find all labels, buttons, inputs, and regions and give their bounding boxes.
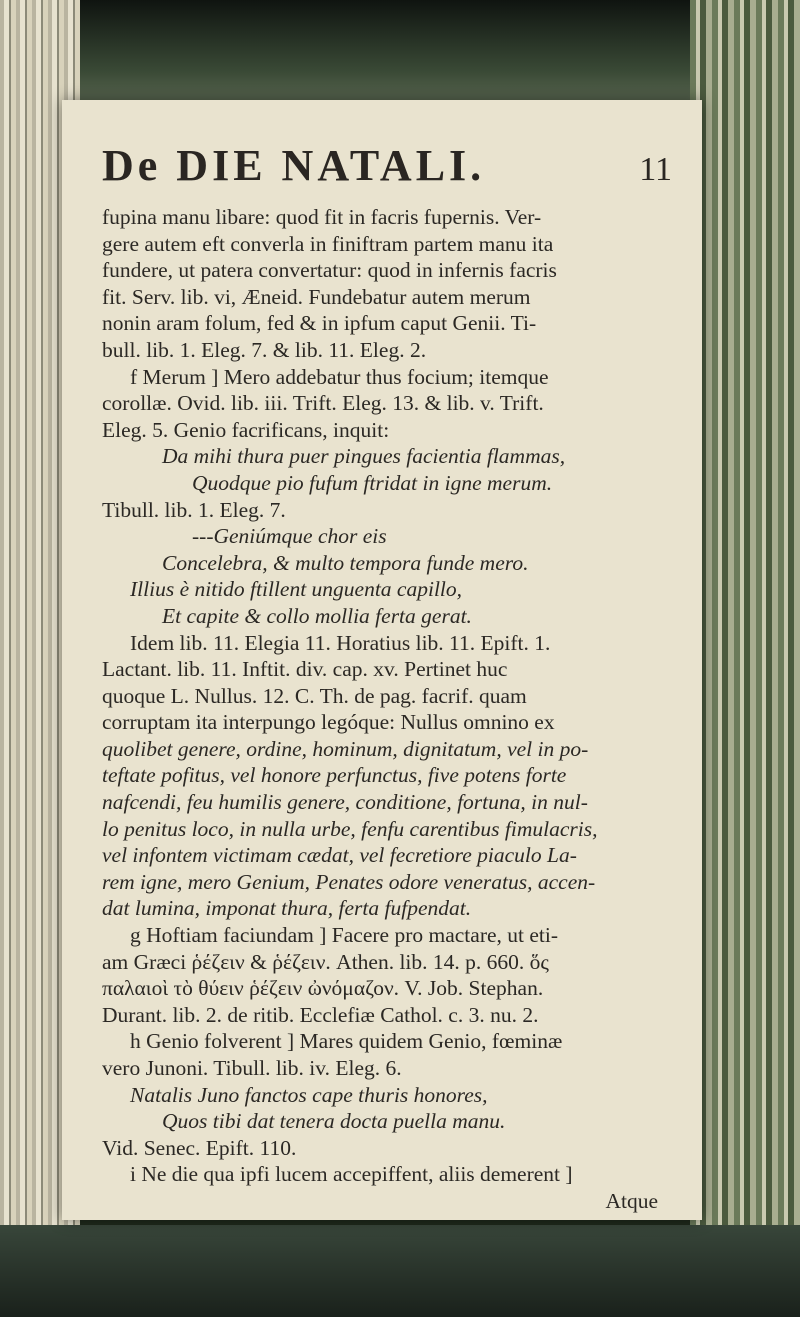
- text-line: Idem lib. 11. Elegia 11. Horatius lib. 11. Epift. 1.: [130, 630, 551, 655]
- text-line: vero Junoni. Tibull. lib. iv. Eleg. 6.: [102, 1056, 402, 1080]
- text-line: fit. Serv. lib. vi, Æneid. Fundebatur autem merum: [102, 284, 531, 309]
- text-line: fupina manu libare: quod fit in facris fupernis. Ver-: [102, 205, 542, 229]
- book-page: [62, 100, 702, 1220]
- catchword: Atque: [605, 1188, 658, 1213]
- text-line: am Græci ῥέζειν & ῥέζειν. Athen. lib. 14. p. 660. ὅς: [102, 949, 549, 974]
- book-spine-right: [690, 0, 800, 1317]
- verse-line: dat lumina, imponat thura, ferta fufpendat.: [102, 896, 472, 921]
- verse-line: nafcendi, feu humilis genere, conditione, fortuna, in nul-: [102, 790, 588, 815]
- verse-line: lo penitus loco, in nulla urbe, fenfu carentibus fimulacris,: [102, 816, 598, 841]
- running-title: De DIE NATALI.: [102, 141, 486, 190]
- verse-line: quolibet genere, ordine, hominum, dignitatum, vel in po-: [102, 736, 589, 761]
- verse-line: Et capite & collo mollia ferta gerat.: [162, 603, 472, 628]
- text-line: bull. lib. 1. Eleg. 7. & lib. 11. Eleg. 2.: [102, 337, 427, 362]
- text-line: g Hoftiam faciundam ] Facere pro mactare, ut eti-: [130, 923, 559, 948]
- text-line: gere autem eft converla in finiftram partem manu ita: [102, 231, 554, 256]
- verse-line: Illius è nitido ftillent unguenta capillo,: [130, 577, 463, 602]
- body-text: [102, 204, 678, 1215]
- page-number: 11: [639, 151, 672, 188]
- text-line: Eleg. 5. Genio facrificans, inquit:: [102, 417, 390, 442]
- text-line: i Ne die qua ipfi lucem accepiffent, aliis demerent ]: [130, 1162, 573, 1187]
- text-line: Durant. lib. 2. de ritib. Ecclefiæ Cathol. c. 3. nu. 2.: [102, 1002, 539, 1027]
- text-line: quoque L. Nullus. 12. C. Th. de pag. facrif. quam: [102, 683, 527, 708]
- verse-line: teftate pofitus, vel honore perfunctus, five potens forte: [102, 763, 567, 788]
- text-line: h Genio folverent ] Mares quidem Genio, fœminæ: [130, 1029, 563, 1054]
- verse-line: rem igne, mero Genium, Penates odore veneratus, accen-: [102, 869, 596, 894]
- verse-line: Concelebra, & multo tempora funde mero.: [162, 550, 529, 575]
- text-line: corollæ. Ovid. lib. iii. Trift. Eleg. 13. & lib. v. Trift.: [102, 391, 544, 416]
- text-line: Tibull. lib. 1. Eleg. 7.: [102, 497, 286, 522]
- text-line: Lactant. lib. 11. Inftit. div. cap. xv. Pertinet huc: [102, 657, 508, 682]
- text-line: f Merum ] Mero addebatur thus focium; itemque: [130, 364, 549, 389]
- running-head: [102, 140, 672, 196]
- verse-line: Quodque pio fufum ftridat in igne merum.: [192, 470, 553, 495]
- text-line: Vid. Senec. Epift. 110.: [102, 1135, 297, 1160]
- text-line: παλαιοὶ τὸ θύειν ῥέζειν ὠνόμαζον. V. Job. Stephan.: [102, 976, 544, 1001]
- text-line: fundere, ut patera convertatur: quod in infernis facris: [102, 258, 557, 283]
- text-line: corruptam ita interpungo legóque: Nullus omnino ex: [102, 710, 555, 735]
- scan-background-bottom: [0, 1225, 800, 1317]
- verse-line: ---Geniúmque chor eis: [192, 524, 387, 549]
- verse-line: Da mihi thura puer pingues facientia flammas,: [162, 444, 566, 469]
- verse-line: vel infontem victimam cædat, vel fecretiore piaculo La-: [102, 843, 577, 868]
- verse-line: Quos tibi dat tenera docta puella manu.: [162, 1109, 506, 1134]
- text-line: nonin aram folum, fed & in ipfum caput Genii. Ti-: [102, 311, 537, 336]
- verse-line: Natalis Juno fanctos cape thuris honores,: [130, 1082, 488, 1107]
